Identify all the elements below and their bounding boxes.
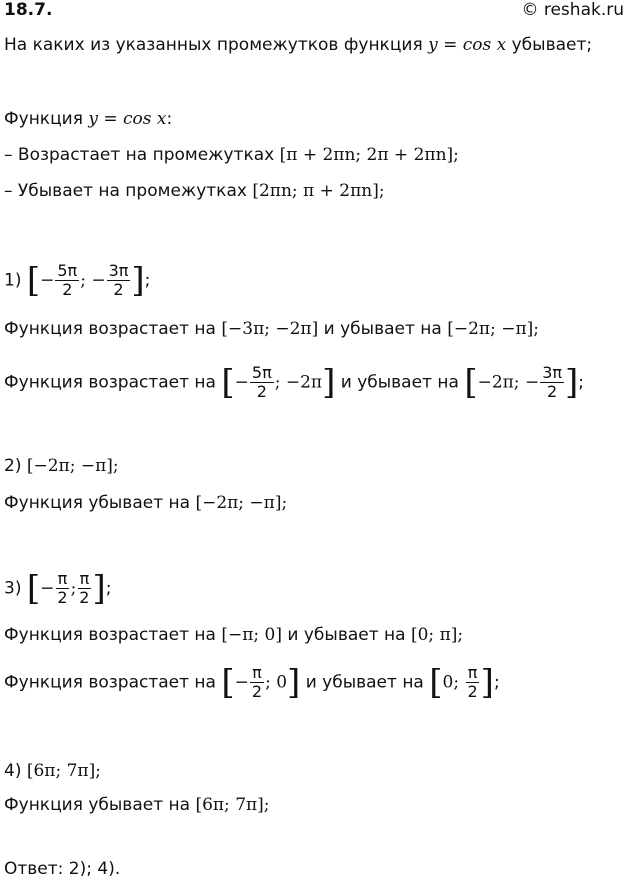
question-text: На каких из указанных промежутков функция — [4, 35, 429, 55]
intro-title — [4, 108, 172, 130]
case3-header: 3) [− $\frac{\pi}{2}$ ; $\frac{\pi}{2}$ ]; — [4, 568, 112, 609]
case2-header: 2) [−2π; −π]; — [4, 456, 119, 476]
source-label: © reshak.ru — [521, 0, 624, 20]
intro-decrease-text: – Убывает на промежутках — [4, 181, 253, 201]
answer: Ответ: 2); 4). — [4, 859, 121, 879]
problem-number: 18.7. — [4, 0, 53, 20]
case1-frac-a: $\frac{5\pi}{2}$ — [57, 261, 78, 299]
case1-frac-b: $\frac{3\pi}{2}$ — [108, 261, 129, 299]
question-tail: убывает; — [506, 35, 593, 55]
case1-line1: Функция возрастает на [−3π; −2π] и убывает на [−2π; −π]; — [4, 319, 539, 339]
intro-decrease — [4, 180, 385, 202]
intro-title-end: : — [166, 109, 173, 129]
question — [4, 34, 592, 56]
case1-label: 1) — [4, 270, 22, 291]
case3-line1: Функция возрастает на [−π; 0] и убывает на [0; π]; — [4, 625, 464, 645]
case1-line2: Функция возрастает на [− $\frac{5\pi}{2}$ ; −2π] и убывает на [−2π; − $\frac{3\pi}{2}$ ]; — [4, 362, 584, 403]
question-fn: y = cos x — [428, 35, 507, 55]
intro-increase-text: – Возрастает на промежутках — [4, 145, 280, 165]
case3-line2: Функция возрастает на [− $\frac{\pi}{2}$ ; 0] и убывает на [0; $\frac{\pi}{2}$ ]; — [4, 662, 500, 703]
left-bracket: [ — [26, 260, 41, 301]
intro-title-fn: y = cos x — [88, 109, 167, 129]
case4-header: 4) [6π; 7π]; — [4, 761, 101, 781]
intro-decrease-interval: [2πn; π + 2πn]; — [252, 181, 385, 201]
case4-line: Функция убывает на [6π; 7π]; — [4, 795, 270, 815]
intro-increase — [4, 144, 459, 166]
right-bracket: ] — [131, 260, 145, 301]
intro-title-text: Функция — [4, 109, 89, 129]
intro-increase-interval: [π + 2πn; 2π + 2πn]; — [279, 145, 459, 165]
case1-header: 1) [− $\frac{5\pi}{2}$ ; − $\frac{3\pi}{2}$ ]; — [4, 260, 151, 301]
case2-line: Функция убывает на [−2π; −π]; — [4, 493, 288, 513]
